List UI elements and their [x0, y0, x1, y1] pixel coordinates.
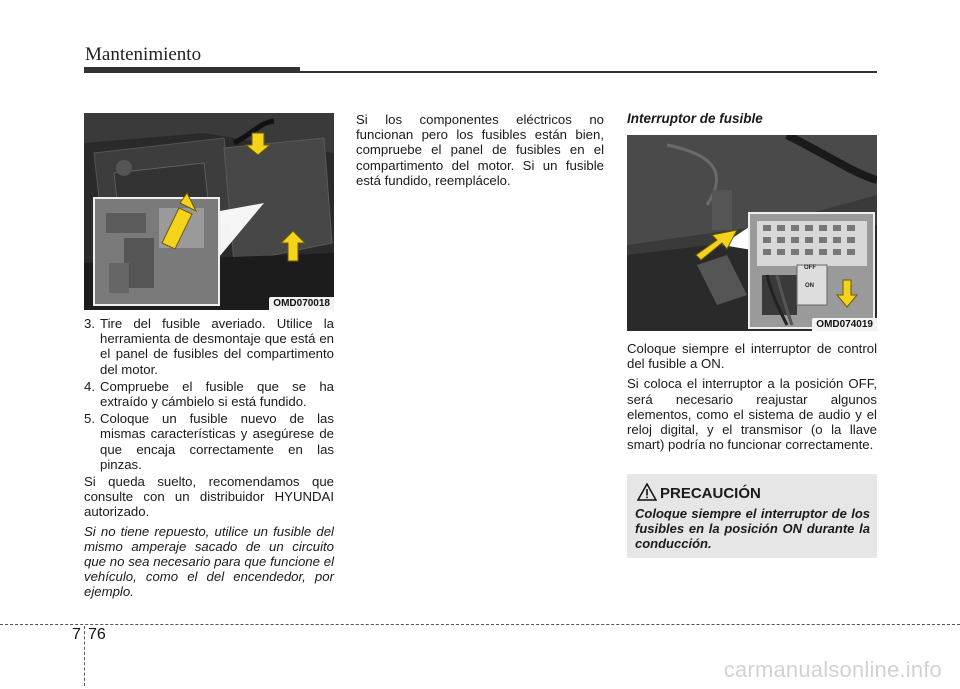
list-item-number: 4.	[84, 378, 95, 394]
engine-fuse-paragraph: Si los componentes eléctricos no funcionan pero los fusibles están bien, compruebe el panel de fusibles en el compartimento del motor. Si un fusible está fundido, reemplácelo.	[356, 112, 604, 188]
footer-vertical-rule	[84, 626, 85, 686]
list-item	[84, 316, 334, 377]
list-item-text: Compruebe el fusible que se ha extraído y cámbielo si está fundido.	[100, 378, 334, 410]
left-column-text	[84, 316, 334, 602]
fuse-switch-figure	[627, 135, 877, 331]
list-item-number: 5.	[84, 411, 95, 427]
fuse-switch-illustration	[627, 135, 877, 331]
switch-off-label: OFF	[804, 265, 816, 271]
warning-triangle-icon	[637, 483, 657, 501]
middle-column-text	[356, 112, 604, 190]
chapter-number: 7	[72, 626, 81, 643]
figure-code: OMD074019	[812, 318, 877, 331]
header-bar	[84, 67, 300, 73]
page-header-title: Mantenimiento	[85, 44, 202, 65]
list-item-text: Coloque un fusible nuevo de las mismas características y asegúrese de que encaja correctamente en las pinzas.	[100, 411, 334, 472]
list-item-text: Tire del fusible averiado. Utilice la herramienta de desmontaje que está en el panel de fusibles del compartimento del motor.	[100, 316, 334, 377]
distributor-note: Si queda suelto, recomendamos que consulte con un distribuidor HYUNDAI autorizado.	[84, 474, 334, 520]
switch-off-paragraph: Si coloca el interruptor a la posición OFF, será necesario reajustar algunos elementos, como el sistema de audio y el reloj digital, y el transmisor (o la llave smart) podría no funcionar correctamente.	[627, 376, 877, 453]
page-number: 76	[88, 626, 106, 643]
header-rule	[300, 71, 877, 73]
engine-fuse-box-illustration	[84, 113, 334, 310]
switch-on-paragraph: Coloque siempre el interruptor de control del fusible a ON.	[627, 341, 877, 372]
right-column-text	[627, 341, 877, 454]
list-item-number: 3.	[84, 316, 95, 331]
caution-title: PRECAUCIÓN	[660, 485, 761, 502]
watermark-text: carmanualsonline.info	[723, 657, 942, 682]
caution-text: Coloque siempre el interruptor de los fusibles en la posición ON durante la conducción.	[635, 506, 870, 551]
list-item	[84, 411, 334, 472]
list-item	[84, 379, 334, 409]
engine-fuse-box-figure	[84, 113, 334, 310]
footer-rule	[0, 624, 960, 625]
figure-code: OMD070018	[269, 297, 334, 310]
section-heading: Interruptor de fusible	[627, 111, 763, 126]
spare-fuse-note: Si no tiene repuesto, utilice un fusible del mismo amperaje sacado de un circuito que no sea necesario para que funcione el vehículo, como el del encendedor, por ejemplo.	[84, 523, 334, 600]
caution-box	[627, 474, 877, 558]
switch-on-label: ON	[805, 283, 814, 289]
